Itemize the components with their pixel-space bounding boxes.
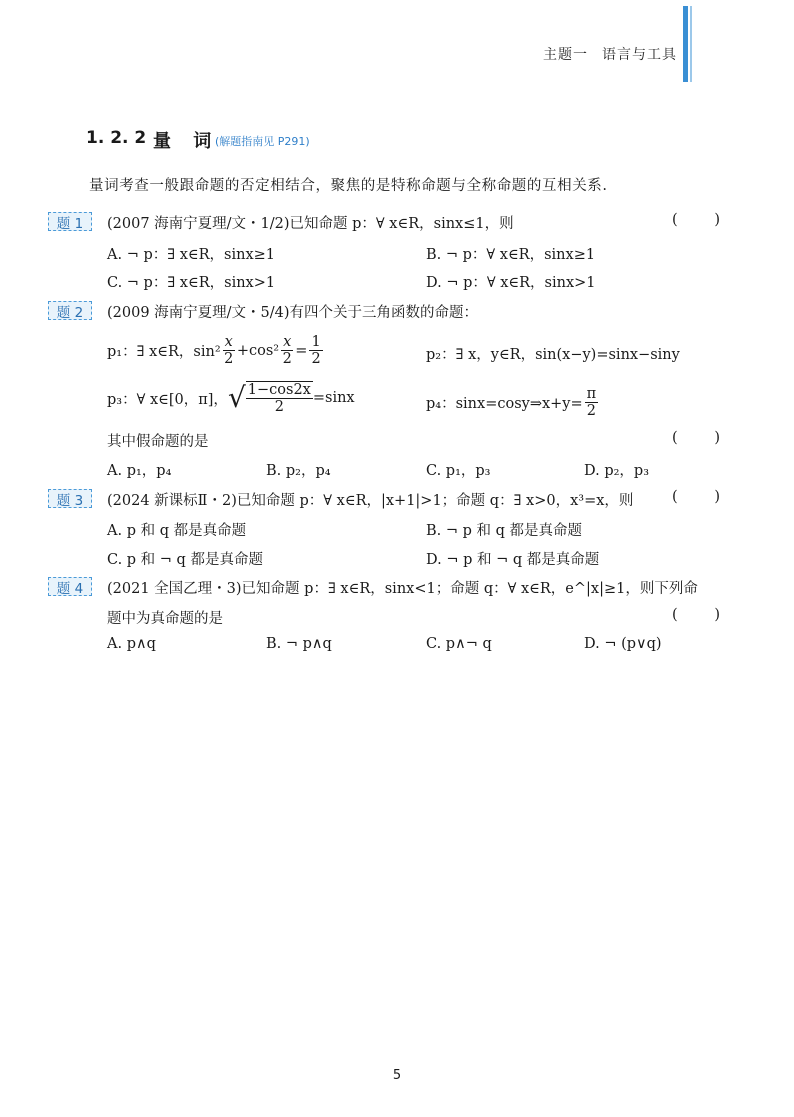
q2-option-d: D. p₂，p₃ [584,463,650,479]
q4-option-c: C. p∧¬ q [426,636,492,652]
question-2-stem: (2009 海南宁夏理/文・5/4)有四个关于三角函数的命题： [107,305,479,321]
p3-head: p₃：∀ x∈[0，π]， [107,391,228,408]
p3-sqrt [228,381,313,415]
frac-den: 2 [586,403,597,419]
header-accent-bar-light [690,6,692,82]
paren-right: ) [714,430,720,446]
frac-num: π [586,386,597,402]
frac-num: 1 [311,334,321,350]
frac-den: 2 [224,351,234,367]
paren-left: ( [672,212,678,228]
frac-num: 1−cos2x [247,382,311,398]
header-topic: 主题一 [543,47,588,63]
q4-option-a: A. p∧q [107,636,156,652]
paren-left: ( [672,430,678,446]
p3-tail: =sinx [312,390,355,406]
section-title: 量 词 [153,131,220,152]
question-3-stem: (2024 新课标Ⅱ・2)已知命题 p：∀ x∈R，|x+1|>1；命题 q：∃ x>0，x³=x，则 [107,493,634,509]
q4-option-b: B. ¬ p∧q [266,636,332,652]
radical-sign: √ [227,381,246,414]
question-badge-4: 题 4 [48,577,92,596]
paren-right: ) [714,607,720,623]
p1-fraction-1 [223,334,235,367]
answer-blank-4 [672,607,720,623]
q1-option-a: A. ¬ p：∃ x∈R，sinx≥1 [107,247,276,263]
paren-right: ) [714,489,720,505]
header-accent-bar [683,6,688,82]
frac-num: x [224,334,233,350]
question-badge-1: 题 1 [48,212,92,231]
solution-guide-reference: (解题指南见 P291) [215,135,310,148]
section-intro: 量词考查一般跟命题的否定相结合，聚焦的是特称命题与全称命题的互相关系. [89,178,608,194]
answer-blank-2 [672,430,720,446]
question-4-stem: (2021 全国乙理・3)已知命题 p：∃ x∈R，sinx<1；命题 q：∀ x∈R，e^|x|≥1，则下列命 [107,581,698,597]
p4-fraction [585,386,599,419]
q2-option-b: B. p₂，p₄ [266,463,331,479]
frac-den: 2 [311,351,321,367]
q3-option-b: B. ¬ p 和 q 都是真命题 [426,523,583,539]
question-badge-2: 题 2 [48,301,92,320]
p1-mid: +cos² [236,342,280,359]
p1-eq: = [295,342,308,359]
header-subtitle: 语言与工具 [602,47,677,63]
p1-fraction-2 [281,334,293,367]
q3-option-c: C. p 和 ¬ q 都是真命题 [107,552,263,568]
answer-blank-1 [672,212,720,228]
paren-left: ( [672,607,678,623]
paren-left: ( [672,489,678,505]
q1-option-c: C. ¬ p：∃ x∈R，sinx>1 [107,275,276,291]
answer-blank-3 [672,489,720,505]
question-1-stem: (2007 海南宁夏理/文・1/2)已知命题 p：∀ x∈R，sinx≤1，则 [107,216,514,232]
q4-option-d: D. ¬ (p∨q) [584,636,662,652]
paren-right: ) [714,212,720,228]
question-2-tail: 其中假命题的是 [107,434,209,450]
p1-fraction-3 [309,334,322,367]
proposition-p3 [107,381,355,415]
frac-den: 2 [282,351,292,367]
q2-option-c: C. p₁，p₃ [426,463,491,479]
q1-option-b: B. ¬ p：∀ x∈R，sinx≥1 [426,247,596,263]
radicand [246,381,313,415]
q3-option-d: D. ¬ p 和 ¬ q 都是真命题 [426,552,600,568]
q3-option-a: A. p 和 q 都是真命题 [107,523,247,539]
question-badge-3: 题 3 [48,489,92,508]
running-header [543,44,677,64]
p1-head: p₁：∃ x∈R，sin² [107,344,221,360]
q1-option-d: D. ¬ p：∀ x∈R，sinx>1 [426,275,596,291]
q2-option-a: A. p₁，p₄ [107,463,172,479]
proposition-p2: p₂：∃ x，y∈R，sin(x−y)=sinx−siny [426,347,680,363]
p4-head: p₄：sinx=cosy⇒x+y= [426,396,583,412]
proposition-p4 [426,386,600,419]
frac-den: 2 [274,399,284,415]
frac-num: x [283,334,292,350]
page-number: 5 [392,1068,402,1083]
question-4-stem-continued: 题中为真命题的是 [107,611,223,627]
proposition-p1 [107,334,325,367]
section-number: 1. 2. 2 [86,128,147,148]
